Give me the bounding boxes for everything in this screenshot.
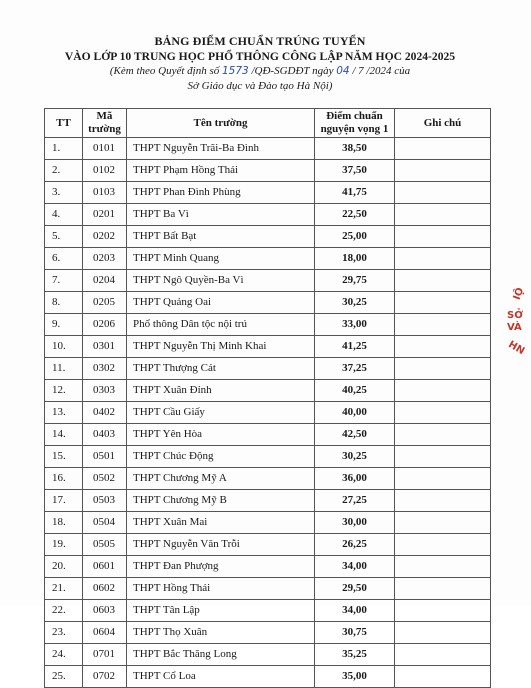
school-name: THPT Chúc Động xyxy=(127,446,315,468)
table-row xyxy=(45,666,491,688)
school-code: 0503 xyxy=(83,490,127,512)
table-row xyxy=(45,490,491,512)
school-name: THPT Thọ Xuân xyxy=(127,622,315,644)
cutoff-score: 38,50 xyxy=(315,138,395,160)
note-cell xyxy=(395,600,491,622)
school-name: THPT Phan Đình Phùng xyxy=(127,182,315,204)
school-name: THPT Ba Vì xyxy=(127,204,315,226)
row-number: 15. xyxy=(45,446,83,468)
note-cell xyxy=(395,446,491,468)
note-cell xyxy=(395,336,491,358)
note-cell xyxy=(395,556,491,578)
school-code: 0302 xyxy=(83,358,127,380)
note-cell xyxy=(395,248,491,270)
row-number: 5. xyxy=(45,226,83,248)
note-cell xyxy=(395,644,491,666)
decision-suffix: / 7 /2024 của xyxy=(352,65,411,77)
row-number: 11. xyxy=(45,358,83,380)
school-name: THPT Cổ Loa xyxy=(127,666,315,688)
decision-prefix: (Kèm theo Quyết định số xyxy=(109,65,220,77)
table-row xyxy=(45,512,491,534)
table-row xyxy=(45,402,491,424)
school-name: THPT Thượng Cát xyxy=(127,358,315,380)
school-name: THPT Chương Mỹ A xyxy=(127,468,315,490)
note-cell xyxy=(395,666,491,688)
cutoff-score-table xyxy=(44,108,491,688)
table-row xyxy=(45,204,491,226)
cutoff-score: 29,50 xyxy=(315,578,395,600)
table-row xyxy=(45,336,491,358)
table-row xyxy=(45,182,491,204)
row-number: 8. xyxy=(45,292,83,314)
cutoff-score: 22,50 xyxy=(315,204,395,226)
row-number: 21. xyxy=(45,578,83,600)
note-cell xyxy=(395,270,491,292)
school-name: THPT Bắc Thăng Long xyxy=(127,644,315,666)
cutoff-score: 40,25 xyxy=(315,380,395,402)
school-name: THPT Yên Hòa xyxy=(127,424,315,446)
note-cell xyxy=(395,490,491,512)
table-row xyxy=(45,380,491,402)
note-cell xyxy=(395,380,491,402)
school-code: 0202 xyxy=(83,226,127,248)
table-header-row xyxy=(45,109,491,138)
school-code: 0101 xyxy=(83,138,127,160)
note-cell xyxy=(395,160,491,182)
note-cell xyxy=(395,204,491,226)
note-cell xyxy=(395,358,491,380)
cutoff-score: 36,00 xyxy=(315,468,395,490)
school-code: 0201 xyxy=(83,204,127,226)
title-line-1: BẢNG ĐIỂM CHUẨN TRÚNG TUYỂN xyxy=(154,34,366,48)
school-code: 0602 xyxy=(83,578,127,600)
cutoff-score: 34,00 xyxy=(315,556,395,578)
document-header xyxy=(40,33,480,94)
header-score: Điểm chuẩn nguyện vọng 1 xyxy=(315,109,395,138)
school-code: 0504 xyxy=(83,512,127,534)
table-row xyxy=(45,600,491,622)
note-cell xyxy=(395,512,491,534)
note-cell xyxy=(395,292,491,314)
stamp-text-1: SỞ xyxy=(507,310,523,321)
authority-line: Sở Giáo dục và Đào tạo Hà Nội) xyxy=(187,80,333,92)
row-number: 18. xyxy=(45,512,83,534)
row-number: 16. xyxy=(45,468,83,490)
school-name: THPT Xuân Mai xyxy=(127,512,315,534)
school-code: 0203 xyxy=(83,248,127,270)
cutoff-score: 41,75 xyxy=(315,182,395,204)
table-row xyxy=(45,446,491,468)
stamp-text-2: VÀ xyxy=(507,322,522,333)
table-row xyxy=(45,534,491,556)
row-number: 24. xyxy=(45,644,83,666)
table-row xyxy=(45,248,491,270)
decision-middle: /QĐ-SGDĐT ngày xyxy=(251,65,334,77)
note-cell xyxy=(395,182,491,204)
school-code: 0505 xyxy=(83,534,127,556)
school-code: 0402 xyxy=(83,402,127,424)
row-number: 13. xyxy=(45,402,83,424)
school-name: Phổ thông Dân tộc nội trú xyxy=(127,314,315,336)
title-line-2: VÀO LỚP 10 TRUNG HỌC PHỔ THÔNG CÔNG LẬP NĂM HỌC 2024-2025 xyxy=(64,50,456,63)
cutoff-score: 27,25 xyxy=(315,490,395,512)
cutoff-score: 35,25 xyxy=(315,644,395,666)
cutoff-score: 37,50 xyxy=(315,160,395,182)
school-code: 0604 xyxy=(83,622,127,644)
row-number: 22. xyxy=(45,600,83,622)
school-name: THPT Chương Mỹ B xyxy=(127,490,315,512)
school-code: 0702 xyxy=(83,666,127,688)
row-number: 25. xyxy=(45,666,83,688)
stamp-fragment-bottom: HN xyxy=(506,339,527,358)
row-number: 4. xyxy=(45,204,83,226)
cutoff-score: 34,00 xyxy=(315,600,395,622)
school-code: 0204 xyxy=(83,270,127,292)
cutoff-score: 40,00 xyxy=(315,402,395,424)
note-cell xyxy=(395,424,491,446)
header-code: Mã trường xyxy=(83,109,127,138)
cutoff-score: 33,00 xyxy=(315,314,395,336)
school-code: 0403 xyxy=(83,424,127,446)
row-number: 20. xyxy=(45,556,83,578)
cutoff-score: 25,00 xyxy=(315,226,395,248)
row-number: 12. xyxy=(45,380,83,402)
table-row xyxy=(45,160,491,182)
cutoff-score: 29,75 xyxy=(315,270,395,292)
note-cell xyxy=(395,468,491,490)
cutoff-score: 30,00 xyxy=(315,512,395,534)
school-code: 0502 xyxy=(83,468,127,490)
table-row xyxy=(45,292,491,314)
school-code: 0701 xyxy=(83,644,127,666)
row-number: 3. xyxy=(45,182,83,204)
cutoff-score: 35,00 xyxy=(315,666,395,688)
row-number: 14. xyxy=(45,424,83,446)
cutoff-score: 37,25 xyxy=(315,358,395,380)
row-number: 1. xyxy=(45,138,83,160)
school-code: 0205 xyxy=(83,292,127,314)
school-code: 0501 xyxy=(83,446,127,468)
school-name: THPT Bất Bạt xyxy=(127,226,315,248)
header-name: Tên trường xyxy=(127,109,315,138)
cutoff-score: 41,25 xyxy=(315,336,395,358)
cutoff-score: 30,25 xyxy=(315,292,395,314)
school-name: THPT Nguyễn Văn Trỗi xyxy=(127,534,315,556)
row-number: 19. xyxy=(45,534,83,556)
decision-day: 04 xyxy=(336,65,350,77)
school-name: THPT Phạm Hồng Thái xyxy=(127,160,315,182)
school-name: THPT Đan Phượng xyxy=(127,556,315,578)
school-name: THPT Cầu Giấy xyxy=(127,402,315,424)
cutoff-score: 26,25 xyxy=(315,534,395,556)
row-number: 9. xyxy=(45,314,83,336)
school-name: THPT Minh Quang xyxy=(127,248,315,270)
row-number: 7. xyxy=(45,270,83,292)
cutoff-score: 42,50 xyxy=(315,424,395,446)
header-no: TT xyxy=(45,109,83,138)
table-row xyxy=(45,622,491,644)
note-cell xyxy=(395,622,491,644)
header-note: Ghi chú xyxy=(395,109,491,138)
table-row xyxy=(45,358,491,380)
table-row xyxy=(45,314,491,336)
note-cell xyxy=(395,578,491,600)
decision-number: 1573 xyxy=(222,65,249,77)
cutoff-score: 30,25 xyxy=(315,446,395,468)
school-code: 0102 xyxy=(83,160,127,182)
school-name: THPT Ngô Quyền-Ba Vì xyxy=(127,270,315,292)
stamp-fragment-top: IỘ xyxy=(511,286,527,302)
note-cell xyxy=(395,534,491,556)
school-name: THPT Tân Lập xyxy=(127,600,315,622)
school-name: THPT Hồng Thái xyxy=(127,578,315,600)
school-name: THPT Quảng Oai xyxy=(127,292,315,314)
school-code: 0603 xyxy=(83,600,127,622)
row-number: 6. xyxy=(45,248,83,270)
school-name: THPT Nguyễn Thị Minh Khai xyxy=(127,336,315,358)
school-code: 0301 xyxy=(83,336,127,358)
school-name: THPT Xuân Đỉnh xyxy=(127,380,315,402)
row-number: 2. xyxy=(45,160,83,182)
row-number: 23. xyxy=(45,622,83,644)
table-row xyxy=(45,578,491,600)
table-row xyxy=(45,138,491,160)
school-code: 0601 xyxy=(83,556,127,578)
row-number: 17. xyxy=(45,490,83,512)
row-number: 10. xyxy=(45,336,83,358)
table-row xyxy=(45,468,491,490)
school-name: THPT Nguyễn Trãi-Ba Đình xyxy=(127,138,315,160)
table-row xyxy=(45,556,491,578)
school-code: 0303 xyxy=(83,380,127,402)
decision-line xyxy=(40,64,480,79)
school-code: 0206 xyxy=(83,314,127,336)
note-cell xyxy=(395,226,491,248)
school-code: 0103 xyxy=(83,182,127,204)
note-cell xyxy=(395,138,491,160)
cutoff-score: 18,00 xyxy=(315,248,395,270)
note-cell xyxy=(395,402,491,424)
table-row xyxy=(45,424,491,446)
note-cell xyxy=(395,314,491,336)
cutoff-score: 30,75 xyxy=(315,622,395,644)
table-row xyxy=(45,270,491,292)
table-row xyxy=(45,226,491,248)
table-row xyxy=(45,644,491,666)
